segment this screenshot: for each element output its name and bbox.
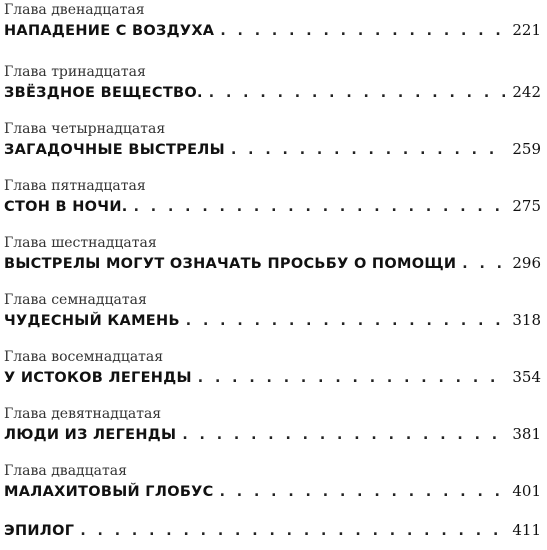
dot-leader [220,23,506,39]
page-number: 381 [512,425,541,443]
epilogue-title[interactable]: ЭПИЛОГ [4,523,75,539]
chapter-title[interactable]: СТОН В НОЧИ. [4,199,128,215]
dot-leader [80,523,506,539]
chapter-label: Глава шестнадцатая [4,235,157,251]
page-number: 275 [512,197,541,215]
chapter-title[interactable]: НАПАДЕНИЕ С ВОЗДУХА [4,23,215,39]
dot-leader [134,199,507,215]
page-number: 354 [512,368,541,386]
dot-leader [209,85,507,101]
chapter-title[interactable]: ВЫСТРЕЛЫ МОГУТ ОЗНАЧАТЬ ПРОСЬБУ О ПОМОЩИ [4,256,457,272]
page-number: 411 [512,521,541,539]
dot-leader [462,256,506,272]
page-number: 259 [512,140,541,158]
chapter-title[interactable]: ЧУДЕСНЫЙ КАМЕНЬ [4,313,180,329]
chapter-title[interactable]: ЗАГАДОЧНЫЕ ВЫСТРЕЛЫ [4,142,225,158]
dot-leader [186,313,507,329]
dot-leader [231,142,506,158]
page-number: 401 [512,482,541,500]
chapter-label: Глава девятнадцатая [4,406,162,422]
dot-leader [220,484,507,500]
chapter-label: Глава восемнадцатая [4,349,164,365]
chapter-title[interactable]: У ИСТОКОВ ЛЕГЕНДЫ [4,370,192,386]
chapter-title[interactable]: ЗВЁЗДНОЕ ВЕЩЕСТВО. [4,85,203,101]
dot-leader [182,427,506,443]
chapter-title[interactable]: ЛЮДИ ИЗ ЛЕГЕНДЫ [4,427,177,443]
chapter-label: Глава двадцатая [4,463,127,479]
chapter-label: Глава семнадцатая [4,292,147,308]
page-number: 221 [512,21,541,39]
chapter-title[interactable]: МАЛАХИТОВЫЙ ГЛОБУС [4,484,214,500]
page-number: 296 [512,254,541,272]
chapter-label: Глава четырнадцатая [4,121,166,137]
chapter-label: Глава тринадцатая [4,64,146,80]
dot-leader [198,370,507,386]
page-number: 318 [512,311,541,329]
page-number: 242 [512,83,541,101]
chapter-label: Глава двенадцатая [4,2,145,18]
chapter-label: Глава пятнадцатая [4,178,146,194]
